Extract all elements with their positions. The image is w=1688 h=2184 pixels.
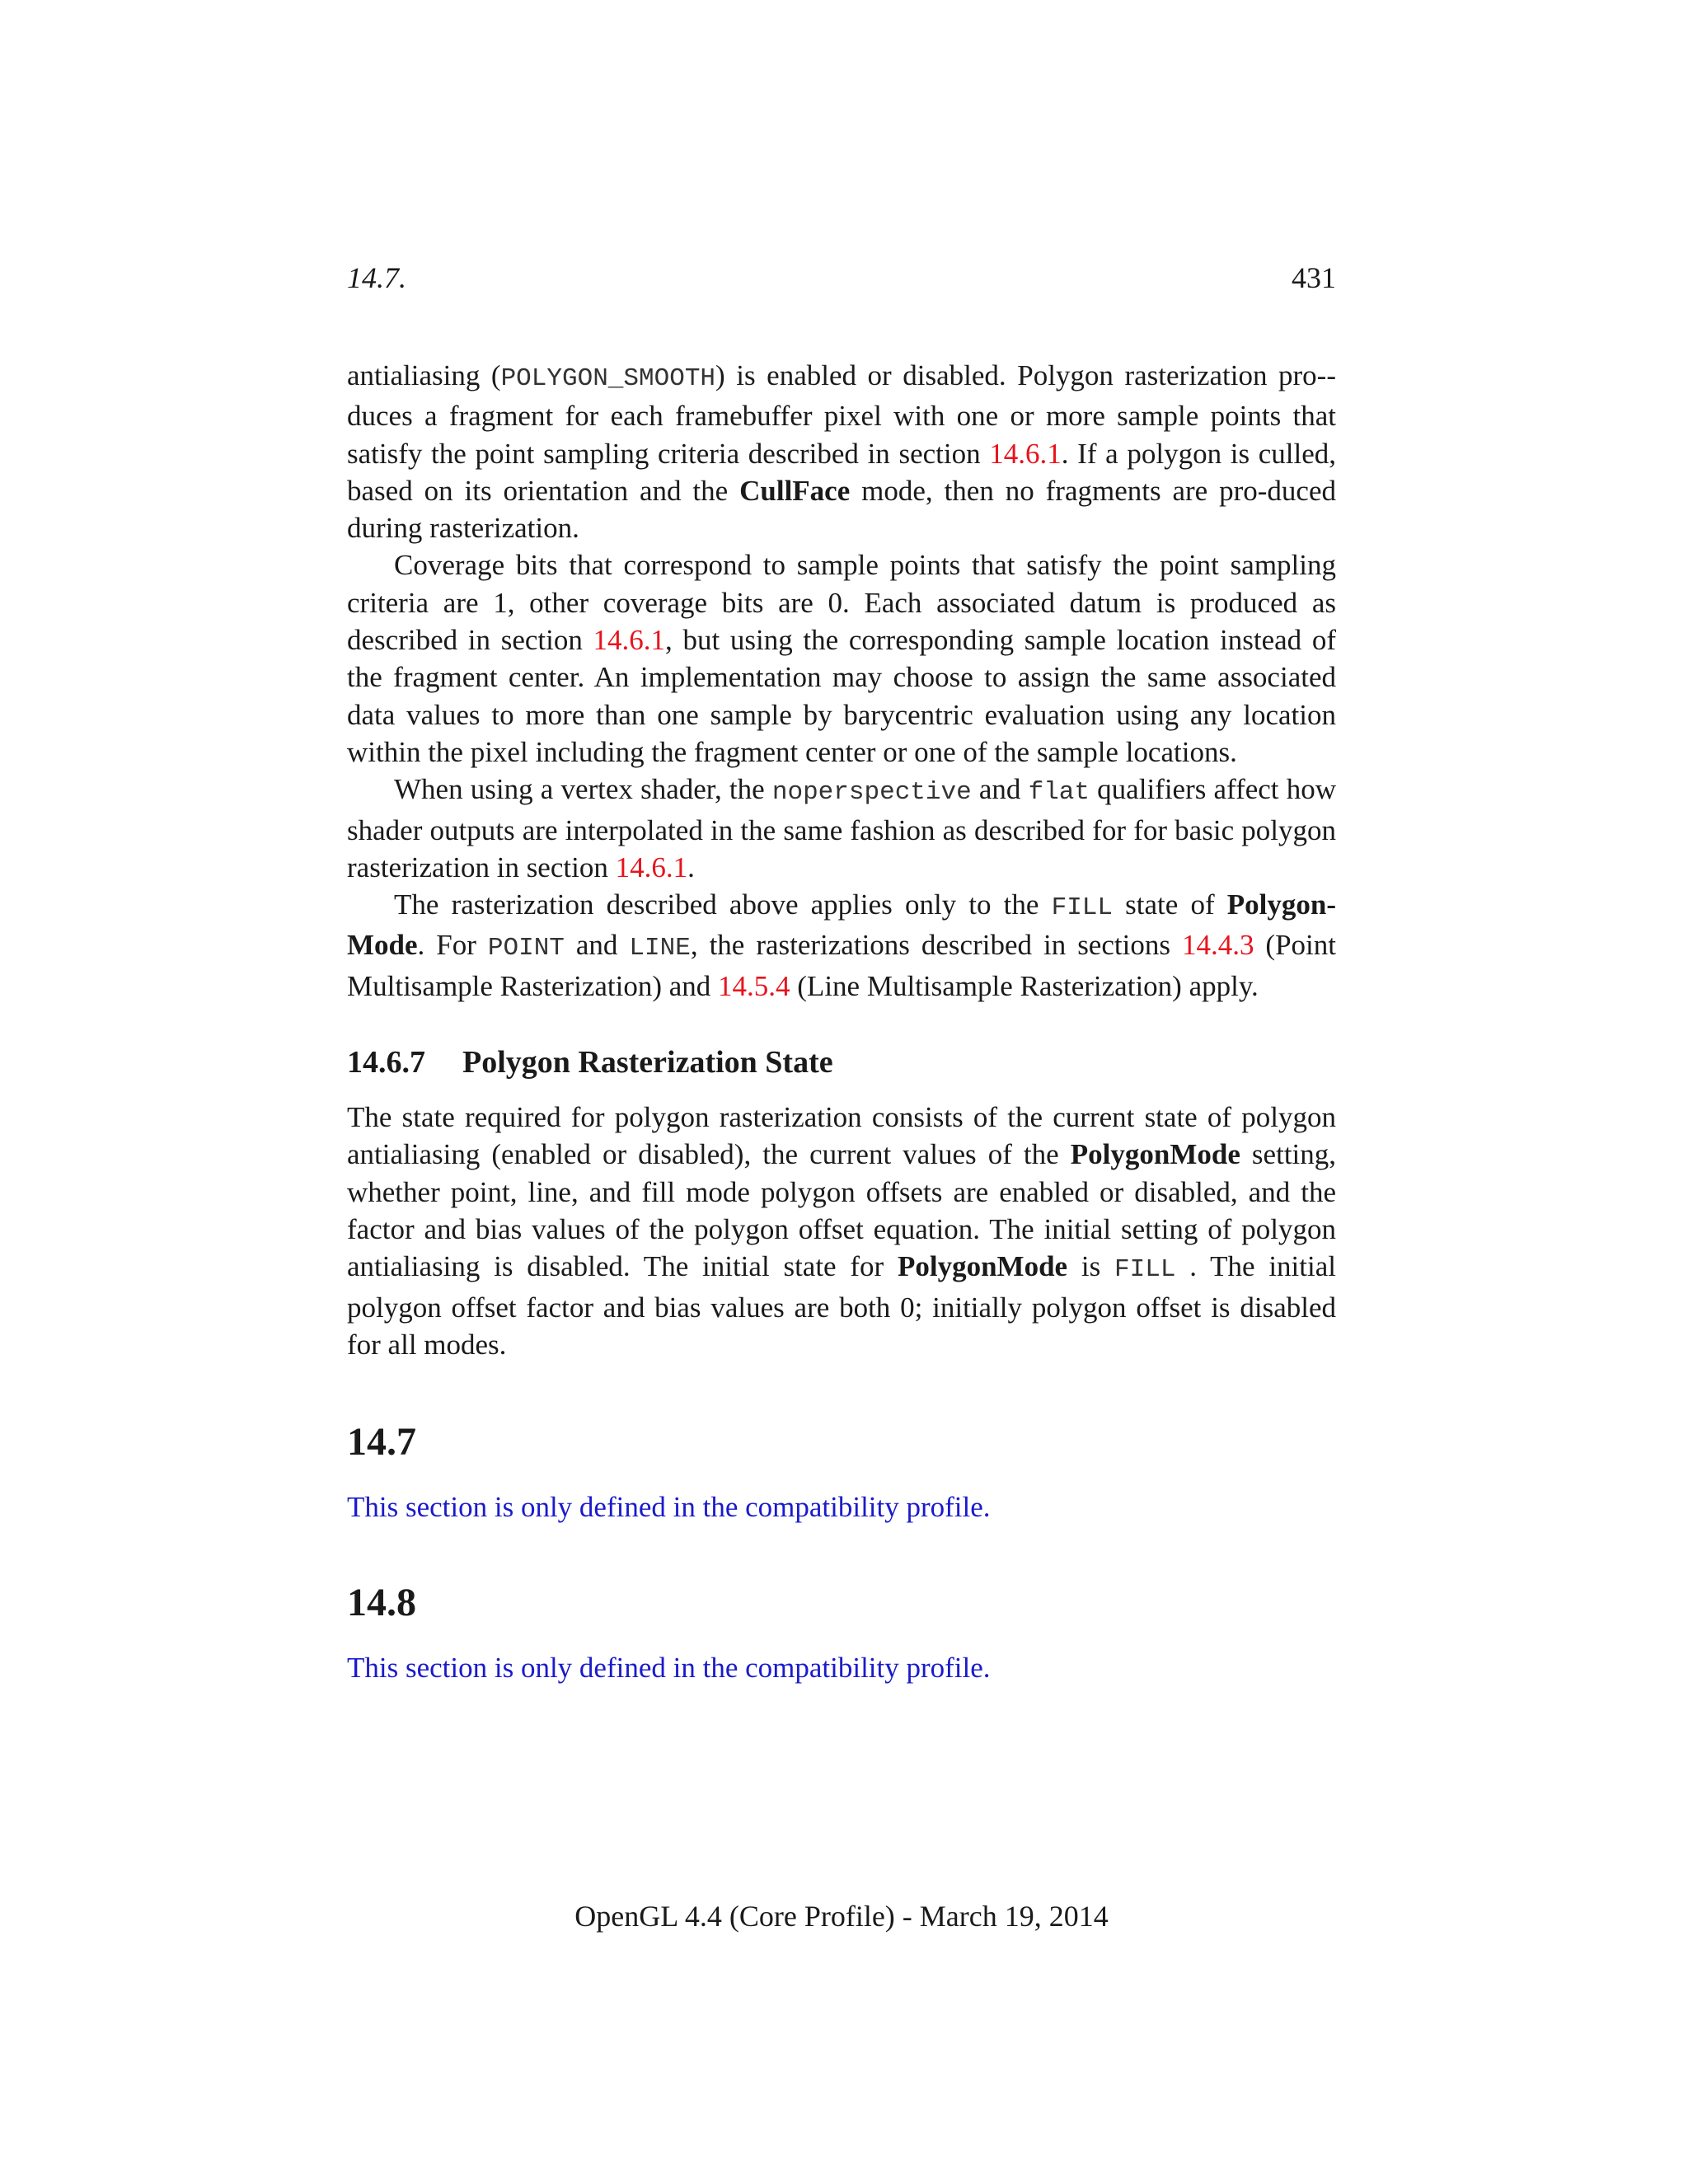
text-run: (Line Multisample Rasterization) apply.	[790, 969, 1259, 1002]
text-run: . For	[417, 929, 488, 962]
term-polygonmode: PolygonMode	[1070, 1138, 1240, 1171]
section-heading-14-7: 14.7	[347, 1420, 416, 1465]
term-polygonmode: PolygonMode	[897, 1250, 1068, 1283]
code-line: LINE	[629, 934, 691, 963]
link-section-14-6-1[interactable]: 14.6.1	[615, 851, 688, 883]
running-header-section: 14.7.	[347, 261, 406, 294]
text-run: mode, then no fragments are pro-duced during rasterization.	[347, 474, 1336, 545]
text-run: .	[687, 851, 695, 883]
link-section-14-6-1[interactable]: 14.6.1	[989, 437, 1062, 470]
subsection-number: 14.6.7	[347, 1045, 425, 1080]
paragraph-coverage-bits	[347, 546, 1336, 771]
code-noperspective: noperspective	[771, 778, 972, 808]
subsection-title: Polygon Rasterization State	[462, 1045, 833, 1080]
text-run: . If a polygon is culled, based on its orientation and the	[347, 437, 1337, 507]
link-section-14-6-1[interactable]: 14.6.1	[593, 624, 666, 657]
text-run: When using a vertex shader, the	[394, 773, 772, 806]
link-section-14-5-4[interactable]: 14.5.4	[718, 969, 790, 1002]
code-flat: flat	[1028, 778, 1090, 808]
compatibility-profile-note: This section is only defined in the compatibility profile.	[347, 1652, 991, 1685]
text-run: , but using the corresponding sample location instead of the fragment center. An implementation may choose to assign the same associated data values to more than one sample by barycentric evaluation using any location within the pixel including the fragment center or one of the sample locations.	[347, 624, 1336, 768]
link-section-14-4-3[interactable]: 14.4.3	[1181, 929, 1254, 962]
code-fill: FILL	[1051, 893, 1114, 923]
page-header	[347, 260, 1336, 296]
text-run: and	[564, 929, 630, 962]
text-run: antialiasing (	[347, 359, 501, 391]
code-point: POINT	[487, 934, 565, 963]
page-footer: OpenGL 4.4 (Core Profile) - March 19, 2014	[574, 1900, 1109, 1933]
paragraph-polygon-smooth	[347, 357, 1336, 546]
text-run: . The initial polygon offset factor and bias values are both 0; initially polygon offset is disabled for all modes.	[347, 1250, 1336, 1361]
text-run: ) is enabled or disabled. Polygon rasterization pro-duces a fragment for each framebuffer pixel with one or more sample points that satisfy the point sampling criteria described in section	[347, 359, 1336, 470]
code-fill: FILL	[1114, 1255, 1176, 1285]
text-run: , the rasterizations described in sections	[690, 929, 1182, 962]
paragraph-vertex-shader	[347, 771, 1336, 886]
text-run: The state required for polygon rasterization consists of the current state of polygon antialiasing (enabled or disabled), the current values of the	[347, 1101, 1336, 1171]
code-polygon-smooth: POLYGON_SMOOTH	[500, 364, 716, 393]
section-heading-14-8: 14.8	[347, 1581, 416, 1625]
text-run: Coverage bits that correspond to sample points that satisfy the point sampling criteria are 1, other coverage bits are 0. Each associated datum is produced as described in section	[347, 549, 1336, 657]
text-run: is	[1067, 1250, 1115, 1283]
term-polygonmode: Polygon-Mode	[347, 888, 1336, 962]
page-number: 431	[1292, 261, 1336, 294]
compatibility-profile-note: This section is only defined in the compatibility profile.	[347, 1491, 991, 1524]
paragraph-fill-state	[347, 886, 1336, 1005]
text-run: (Point Multisample Rasterization) and	[347, 929, 1336, 1002]
text-run: state of	[1113, 888, 1227, 921]
text-run: qualifiers affect how shader outputs are interpolated in the same fashion as described for for basic polygon rasterization in section	[347, 773, 1336, 883]
paragraph-rasterization-state	[347, 1099, 1336, 1363]
text-run: The rasterization described above applies only to the	[394, 888, 1052, 921]
text-run: setting, whether point, line, and fill mode polygon offsets are enabled or disabled, and the factor and bias values of the polygon offset equation. The initial setting of polygon antialiasing is disabled. The initial state for	[347, 1138, 1337, 1283]
text-run: and	[971, 773, 1029, 806]
subsection-heading-14-6-7	[347, 1043, 1336, 1082]
page-body	[347, 357, 1336, 1687]
term-cullface: CullFace	[739, 474, 851, 507]
